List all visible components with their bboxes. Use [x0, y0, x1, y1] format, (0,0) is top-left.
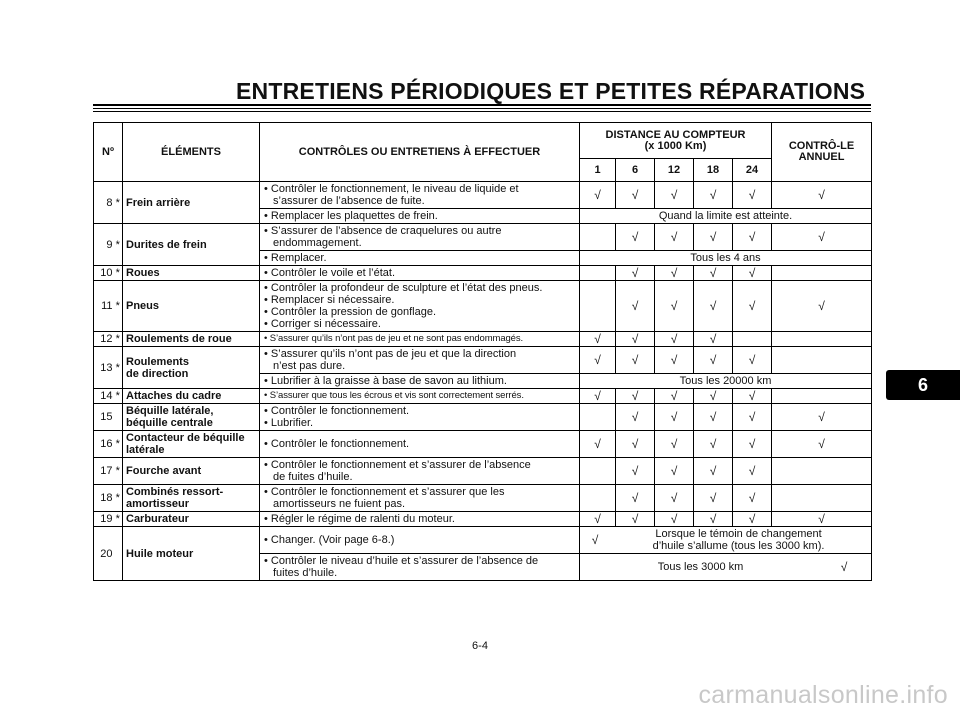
row-check: [260, 485, 580, 512]
row-check: [260, 251, 580, 266]
distance-check-mark: √: [580, 347, 616, 374]
distance-check-mark: √: [694, 512, 733, 527]
row-check-line: • Remplacer si nécessaire.: [264, 294, 395, 306]
distance-check-mark: √: [580, 182, 616, 209]
row-check: [260, 458, 580, 485]
row-element: Huile moteur: [123, 527, 260, 581]
distance-check-mark: √: [655, 512, 694, 527]
row-check-line: • Remplacer.: [264, 252, 327, 264]
row-number: 19: [94, 512, 114, 527]
distance-check-mark: √: [733, 389, 772, 404]
annual-check-mark: [772, 389, 872, 404]
row-check-line: • Changer. (Voir page 6-8.): [264, 534, 395, 546]
header-checks: CONTRÔLES OU ENTRETIENS À EFFECTUER: [260, 123, 580, 182]
table-row: [94, 389, 872, 404]
table-row: [94, 404, 872, 431]
row-note-wrap: [582, 528, 869, 552]
row-check: [260, 389, 580, 404]
distance-check-mark: √: [616, 512, 655, 527]
row-element: [123, 347, 260, 389]
row-element: [123, 431, 260, 458]
table-row: [94, 266, 872, 281]
row-check: [260, 512, 580, 527]
maintenance-table: [93, 122, 872, 581]
row-check-line: • S’assurer qu’ils n’ont pas de jeu et que la direction: [264, 348, 517, 360]
row-check-line: fuites d’huile.: [273, 567, 338, 579]
distance-check-mark: √: [616, 458, 655, 485]
distance-check-mark: √: [694, 458, 733, 485]
row-note: Quand la limite est atteinte.: [580, 209, 872, 224]
header-elements: ÉLÉMENTS: [123, 123, 260, 182]
distance-check-mark: √: [591, 533, 599, 547]
header-distance-1: 1: [580, 159, 616, 182]
distance-check-mark: √: [616, 332, 655, 347]
row-note-text: [608, 528, 869, 552]
row-element: Frein arrière: [123, 182, 260, 224]
distance-check-mark: √: [655, 485, 694, 512]
distance-check-mark: √: [694, 347, 733, 374]
row-element-line: Contacteur de béquille: [126, 432, 245, 444]
row-check: [260, 209, 580, 224]
row-element-line: béquille centrale: [126, 417, 213, 429]
header-annual: CONTRÔ-LE ANNUEL: [772, 123, 872, 182]
row-element: Fourche avant: [123, 458, 260, 485]
row-check-line: • Contrôler la profondeur de sculpture et l’état des pneus.: [264, 282, 543, 294]
row-check: [260, 527, 580, 554]
distance-check-mark: √: [733, 224, 772, 251]
row-star: *: [114, 347, 123, 389]
maintenance-table-body: [94, 182, 872, 581]
title-rule-thin: [93, 111, 871, 112]
row-star: *: [114, 512, 123, 527]
annual-check-mark: [772, 485, 872, 512]
row-number: 11: [94, 281, 114, 332]
row-element: Roues: [123, 266, 260, 281]
distance-check-mark: [580, 404, 616, 431]
distance-check-mark: √: [694, 485, 733, 512]
page-title: ENTRETIENS PÉRIODIQUES ET PETITES RÉPARATIONS: [236, 78, 866, 104]
row-check: [260, 554, 580, 581]
distance-check-mark: √: [694, 266, 733, 281]
distance-check-mark: √: [655, 404, 694, 431]
row-check-line: endommagement.: [273, 237, 362, 249]
row-check: [260, 347, 580, 374]
distance-check-mark: √: [733, 512, 772, 527]
row-check-line: • S’assurer qu’ils n’ont pas de jeu et ne sont pas endommagés.: [264, 333, 524, 344]
distance-check-mark: [580, 224, 616, 251]
distance-check-mark: √: [616, 389, 655, 404]
distance-check-mark: √: [694, 224, 733, 251]
header-distance-24: 24: [733, 159, 772, 182]
row-star: *: [114, 224, 123, 266]
row-star: *: [114, 431, 123, 458]
table-row: [94, 281, 872, 332]
row-star: [114, 527, 123, 581]
table-row: [94, 332, 872, 347]
annual-check-mark: [772, 332, 872, 347]
distance-check-mark: √: [655, 389, 694, 404]
table-row: [94, 527, 872, 554]
distance-check-mark: [733, 332, 772, 347]
distance-check-mark: √: [655, 281, 694, 332]
row-number: 10: [94, 266, 114, 281]
row-check-line: • Lubrifier.: [264, 417, 314, 429]
distance-check-mark: √: [733, 347, 772, 374]
table-row: [94, 458, 872, 485]
row-element: [123, 485, 260, 512]
row-element-line: de direction: [126, 367, 189, 380]
distance-check-mark: [580, 458, 616, 485]
distance-check-mark: √: [616, 404, 655, 431]
annual-check-mark: [772, 266, 872, 281]
annual-check-mark: √: [772, 224, 872, 251]
table-row: [94, 431, 872, 458]
row-check-line: • Lubrifier à la graisse à base de savon au lithium.: [264, 375, 507, 387]
row-check-line: • Contrôler le fonctionnement.: [264, 405, 410, 417]
chapter-tab: 6: [886, 370, 960, 400]
distance-check-mark: √: [580, 431, 616, 458]
row-element: Pneus: [123, 281, 260, 332]
row-check: [260, 374, 580, 389]
row-number: 8: [94, 182, 114, 224]
row-check-line: • Contrôler le fonctionnement.: [264, 438, 410, 450]
distance-check-mark: √: [655, 182, 694, 209]
row-check-line: de fuites d’huile.: [273, 471, 353, 483]
row-element: [123, 404, 260, 431]
annual-check-mark: √: [840, 560, 848, 574]
header-distance-6: 6: [616, 159, 655, 182]
table-row: [94, 512, 872, 527]
distance-check-mark: √: [580, 389, 616, 404]
distance-check-mark: √: [733, 485, 772, 512]
row-note: [580, 554, 872, 581]
row-star: *: [114, 458, 123, 485]
distance-check-mark: √: [694, 389, 733, 404]
row-number: 20: [94, 527, 114, 581]
row-star: *: [114, 485, 123, 512]
row-star: *: [114, 182, 123, 224]
distance-check-mark: √: [694, 182, 733, 209]
row-number: 16: [94, 431, 114, 458]
watermark: carmanualsonline.info: [698, 681, 948, 709]
row-note: Tous les 20000 km: [580, 374, 872, 389]
row-note-text: Tous les 3000 km: [657, 561, 744, 573]
row-check: [260, 332, 580, 347]
header-distance: [580, 123, 772, 159]
row-check: [260, 266, 580, 281]
row-element: Attaches du cadre: [123, 389, 260, 404]
row-element-line: Combinés ressort-: [126, 486, 224, 498]
row-note-line: d’huile s’allume (tous les 3000 km).: [652, 540, 825, 552]
distance-check-mark: [580, 281, 616, 332]
table-row: [94, 224, 872, 251]
row-check-line: • Régler le régime de ralenti du moteur.: [264, 513, 455, 525]
distance-check-mark: √: [580, 512, 616, 527]
title-rule: [93, 104, 871, 106]
distance-check-mark: √: [733, 431, 772, 458]
row-number: 13: [94, 347, 114, 389]
row-element-line: Roulements: [126, 355, 189, 368]
row-check-line: • Remplacer les plaquettes de frein.: [264, 210, 438, 222]
row-star: *: [114, 266, 123, 281]
annual-check-mark: √: [772, 431, 872, 458]
row-check-line: • Corriger si nécessaire.: [264, 318, 381, 330]
row-number: 14: [94, 389, 114, 404]
annual-check-mark: √: [772, 512, 872, 527]
row-check-line: n’est pas dure.: [273, 360, 346, 372]
row-number: 15: [94, 404, 114, 431]
row-element: Durites de frein: [123, 224, 260, 266]
distance-check-mark: √: [616, 485, 655, 512]
row-star: *: [114, 332, 123, 347]
row-check-line: • Contrôler le fonctionnement et s’assurer de l’absence: [264, 459, 531, 471]
row-check-line: • S’assurer de l’absence de craquelures ou autre: [264, 225, 502, 237]
annual-check-mark: [772, 458, 872, 485]
annual-check-mark: √: [772, 404, 872, 431]
row-number: 18: [94, 485, 114, 512]
row-note-wrap: [582, 561, 869, 573]
title-rule-thin: [93, 108, 871, 109]
distance-check-mark: √: [616, 347, 655, 374]
distance-check-mark: √: [733, 404, 772, 431]
distance-check-mark: √: [655, 224, 694, 251]
header-distance-18: 18: [694, 159, 733, 182]
row-note: Tous les 4 ans: [580, 251, 872, 266]
row-check: [260, 281, 580, 332]
row-number: 17: [94, 458, 114, 485]
distance-check-mark: √: [616, 224, 655, 251]
row-check-line: • Contrôler le fonctionnement, le niveau de liquide et: [264, 183, 519, 195]
distance-check-mark: √: [694, 332, 733, 347]
distance-check-mark: √: [616, 266, 655, 281]
page-number: 6-4: [472, 640, 488, 652]
row-check-line: • S’assurer que tous les écrous et vis sont correctement serrés.: [264, 390, 524, 401]
distance-check-mark: √: [580, 332, 616, 347]
row-element: Carburateur: [123, 512, 260, 527]
distance-check-mark: √: [733, 458, 772, 485]
header-number: Nº: [94, 123, 123, 182]
table-row: [94, 485, 872, 512]
distance-check-mark: √: [655, 266, 694, 281]
distance-check-mark: √: [616, 431, 655, 458]
distance-check-mark: [580, 266, 616, 281]
distance-check-mark: √: [655, 347, 694, 374]
distance-check-mark: √: [616, 182, 655, 209]
header-distance-12: 12: [655, 159, 694, 182]
distance-check-mark: [580, 485, 616, 512]
annual-check-mark: √: [772, 281, 872, 332]
table-row: [94, 347, 872, 374]
row-element-line: Béquille latérale,: [126, 405, 214, 417]
distance-check-mark: √: [655, 458, 694, 485]
row-check-line: • Contrôler le fonctionnement et s’assurer que les: [264, 486, 505, 498]
row-check-line: s’assurer de l’absence de fuite.: [273, 195, 425, 207]
distance-check-mark: √: [733, 281, 772, 332]
row-element-line: latérale: [126, 444, 165, 456]
row-element: Roulements de roue: [123, 332, 260, 347]
row-check: [260, 182, 580, 209]
row-check: [260, 224, 580, 251]
distance-check-mark: √: [694, 431, 733, 458]
row-check-line: • Contrôler la pression de gonflage.: [264, 306, 437, 318]
distance-check-mark: √: [616, 281, 655, 332]
distance-check-mark: √: [694, 281, 733, 332]
distance-check-mark: √: [694, 404, 733, 431]
row-check: [260, 404, 580, 431]
row-check-line: • Contrôler le voile et l’état.: [264, 267, 396, 279]
row-star: [114, 404, 123, 431]
row-element-line: amortisseur: [126, 498, 189, 510]
annual-check-mark: √: [772, 182, 872, 209]
row-check-line: • Contrôler le niveau d’huile et s’assurer de l’absence de: [264, 555, 539, 567]
row-note: [580, 527, 872, 554]
row-number: 12: [94, 332, 114, 347]
header-distance-unit: (x 1000 Km): [644, 139, 707, 152]
row-star: *: [114, 281, 123, 332]
row-star: *: [114, 389, 123, 404]
distance-check-mark: √: [655, 332, 694, 347]
row-check: [260, 431, 580, 458]
annual-check-mark: [772, 347, 872, 374]
header-distance-title: DISTANCE AU COMPTEUR: [605, 128, 746, 141]
maintenance-table-wrapper: [93, 122, 871, 581]
table-row: [94, 182, 872, 209]
distance-check-mark: √: [655, 431, 694, 458]
row-check-line: amortisseurs ne fuient pas.: [273, 498, 406, 510]
row-note-line: Lorsque le témoin de changement: [655, 528, 822, 540]
row-number: 9: [94, 224, 114, 266]
distance-check-mark: √: [733, 182, 772, 209]
distance-check-mark: √: [733, 266, 772, 281]
